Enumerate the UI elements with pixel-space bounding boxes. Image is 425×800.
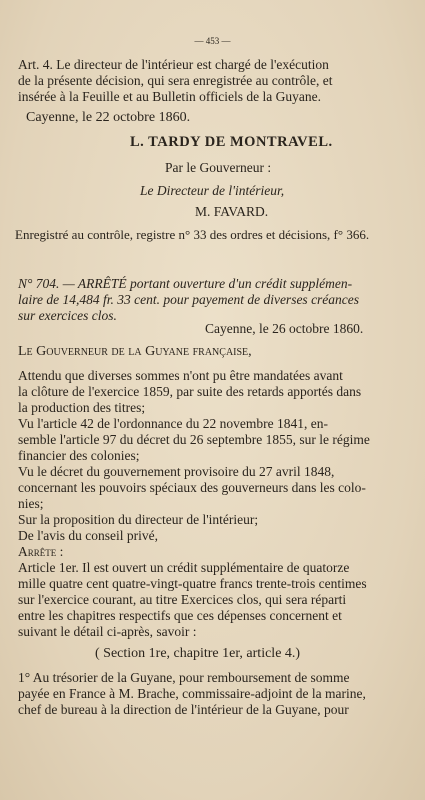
item-line: payée en France à M. Brache, commissaire-adjoint de la marine, <box>18 686 366 701</box>
article-line: entre les chapitres respectifs que ces dépenses concernent et <box>18 608 342 623</box>
article-line: mille quatre cent quatre-vingt-quatre francs trente-trois centimes <box>18 576 367 591</box>
consideration-line: De l'avis du conseil privé, <box>18 528 159 543</box>
consideration-line: Vu le décret du gouvernement provisoire du 27 avril 1848, <box>18 464 335 479</box>
consideration-line: semble l'article 97 du décret du 26 septembre 1855, sur le régime <box>18 432 370 447</box>
consideration-line: concernant les pouvoirs spéciaux des gouverneurs dans les colo- <box>18 480 366 495</box>
item-line: 1° Au trésorier de la Guyane, pour remboursement de somme <box>18 670 350 685</box>
arrete-heading-line: N° 704. — ARRÊTÉ portant ouverture d'un crédit supplémen- <box>18 276 353 291</box>
consideration-line: la clôture de l'exercice 1859, par suite des retards apportés dans <box>18 384 362 399</box>
page-number: — 453 — <box>194 36 231 46</box>
by-governor-line: Par le Gouverneur : <box>165 160 272 175</box>
arrete-heading-line: laire de 14,484 fr. 33 cent. pour payement de diverses créances <box>18 292 360 307</box>
consideration-line: Vu l'article 42 de l'ordonnance du 22 novembre 1841, en- <box>18 416 328 431</box>
arrete-heading-line: sur exercices clos. <box>18 308 117 323</box>
governor-signature: L. TARDY DE MONTRAVEL. <box>130 134 333 150</box>
consideration-line: nies; <box>18 496 44 511</box>
decision-place-date: Cayenne, le 22 octobre 1860. <box>26 110 191 125</box>
registration-note: Enregistré au contrôle, registre n° 33 des ordres et décisions, f° 366. <box>15 227 370 242</box>
director-title: Le Directeur de l'intérieur, <box>140 183 285 198</box>
decision-text-line: insérée à la Feuille et au Bulletin officiels de la Guyane. <box>18 89 322 104</box>
consideration-line: Attendu que diverses sommes n'ont pu être mandatées avant <box>18 368 343 383</box>
consideration-line: Sur la proposition du directeur de l'intérieur; <box>18 512 259 527</box>
article-line: suivant le détail ci-après, savoir : <box>18 624 197 639</box>
decision-text-line: Art. 4. Le directeur de l'intérieur est chargé de l'exécution <box>18 57 329 72</box>
section-heading: ( Section 1re, chapitre 1er, article 4.) <box>95 646 301 661</box>
preamble: Le Gouverneur de la Guyane française, <box>18 344 252 359</box>
arrete-place-date: Cayenne, le 26 octobre 1860. <box>205 321 364 336</box>
arrete-label: Arrête : <box>18 544 64 559</box>
decision-text-line: de la présente décision, qui sera enregistrée au contrôle, et <box>18 73 333 88</box>
consideration-line: financier des colonies; <box>18 448 140 463</box>
article-line: Article 1er. Il est ouvert un crédit supplémentaire de quatorze <box>18 560 350 575</box>
item-line: chef de bureau à la direction de l'intérieur de la Guyane, pour <box>18 702 349 717</box>
consideration-line: la production des titres; <box>18 400 146 415</box>
director-name: M. FAVARD. <box>195 204 269 219</box>
article-line: sur l'exercice courant, au titre Exercices clos, qui sera réparti <box>18 592 347 607</box>
